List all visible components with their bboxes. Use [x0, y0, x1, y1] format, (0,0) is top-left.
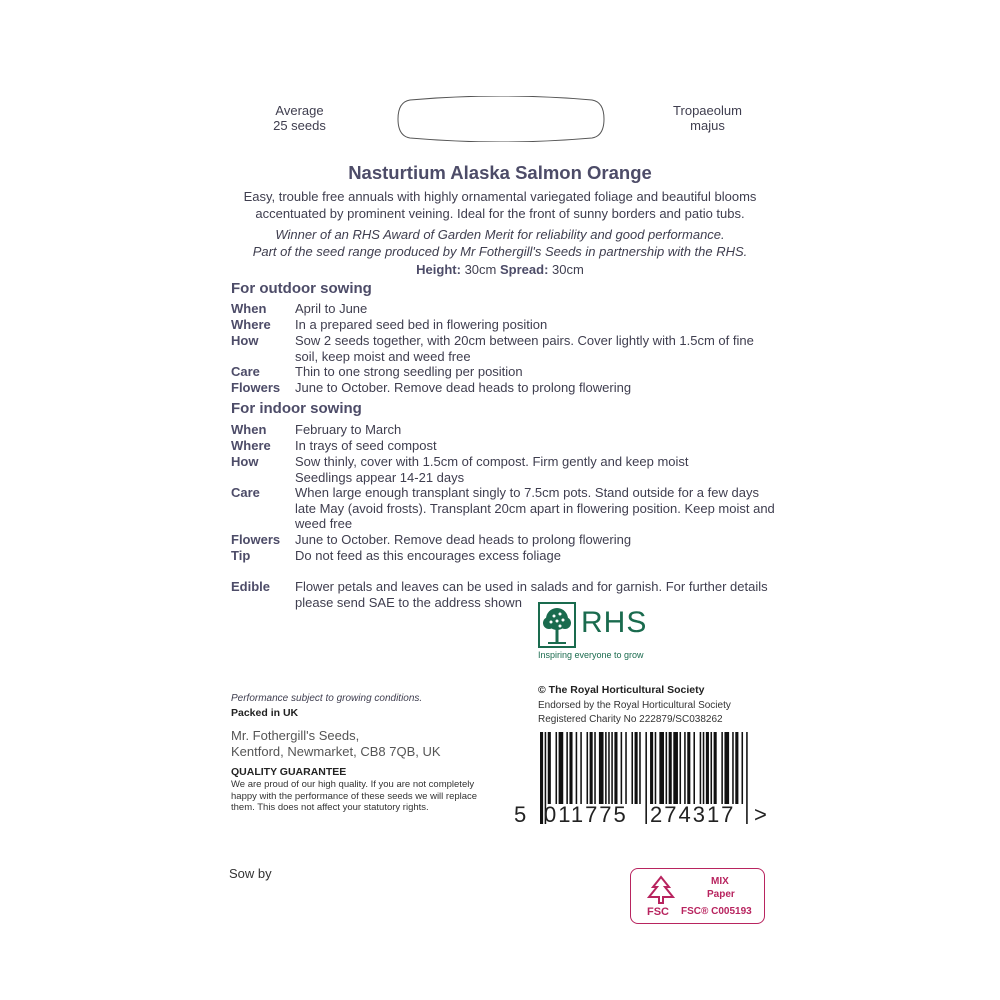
barcode-bar — [735, 732, 738, 804]
row-key: Care — [231, 364, 260, 379]
barcode-bar — [587, 732, 589, 804]
barcode-bar — [540, 732, 543, 824]
barcode-bar — [724, 732, 729, 804]
outdoor-heading: For outdoor sowing — [231, 280, 372, 297]
company-name: Mr. Fothergill's Seeds, — [231, 728, 360, 743]
row-value: In a prepared seed bed in flowering position — [295, 317, 548, 332]
height-label: Height: — [416, 262, 461, 277]
performance-note: Performance subject to growing conditions. — [231, 693, 423, 704]
fsc-code: FSC® C005193 — [681, 906, 752, 917]
rhs-copyright: © The Royal Horticultural Society — [538, 684, 705, 696]
row-value: June to October. Remove dead heads to prolong flowering — [295, 380, 632, 395]
barcode-bar — [721, 732, 723, 804]
fsc-label — [630, 868, 765, 924]
seed-count: Average 25 seeds — [273, 103, 326, 133]
barcode-bar — [625, 732, 627, 804]
fsc-paper: Paper — [707, 889, 735, 900]
row-value: February to March — [295, 422, 402, 437]
barcode-bar — [703, 732, 705, 804]
company-address — [231, 728, 441, 760]
endorsed-line: Endorsed by the Royal Horticultural Society — [538, 700, 731, 711]
barcode-bar — [650, 732, 653, 804]
barcode-digits-right: 274317 — [650, 802, 736, 827]
barcode-bar — [611, 732, 613, 804]
row-key: How — [231, 333, 259, 348]
row-value: April to June — [295, 301, 368, 316]
barcode-digits-left: 011775 — [544, 802, 628, 827]
row-value: Do not feed as this encourages excess foliage — [295, 548, 561, 563]
barcode-bar — [714, 732, 717, 804]
barcode-bar — [614, 732, 617, 804]
guarantee-title: QUALITY GUARANTEE — [231, 766, 347, 778]
rhs-endorsement — [538, 699, 731, 727]
row-value: Sow 2 seeds together, with 20cm between pairs. Cover lightly with 1.5cm of fine soil, keep moist and weed free — [295, 333, 754, 364]
packed-in: Packed in UK — [231, 707, 299, 719]
barcode-bar — [700, 732, 702, 804]
barcode-bar — [548, 732, 551, 804]
award-text — [225, 227, 775, 260]
row-value: In trays of seed compost — [295, 438, 437, 453]
fsc-tree-icon — [641, 875, 681, 905]
row-key: Where — [231, 317, 271, 332]
spread-value: 30cm — [552, 262, 584, 277]
barcode-bar — [746, 732, 748, 824]
row-key: How — [231, 454, 259, 469]
barcode-bar — [590, 732, 593, 804]
award-line: Winner of an RHS Award of Garden Merit for reliability and good performance. — [275, 227, 725, 242]
barcode-bar — [673, 732, 678, 804]
intro-text: Easy, trouble free annuals with highly ornamental variegated foliage and beautiful blooms accentuated by prominent veining. Ideal for the front of sunny borders and patio tubs. — [243, 189, 757, 221]
barcode-bar — [631, 732, 633, 804]
barcode-bar — [659, 732, 664, 804]
barcode-bar — [645, 732, 647, 824]
barcode-bar — [711, 732, 713, 804]
barcode-bar — [684, 732, 686, 804]
partnership-line: Part of the seed range produced by Mr Fothergill's Seeds in partnership with the RHS. — [252, 243, 748, 259]
barcode-bar — [693, 732, 695, 804]
barcode-bar — [599, 732, 604, 804]
barcode-bar — [569, 732, 572, 804]
row-value: Thin to one strong seedling per position — [295, 364, 523, 379]
barcode-bar — [706, 732, 709, 804]
row-key: When — [231, 422, 267, 437]
rhs-tagline: Inspiring everyone to grow — [538, 650, 644, 660]
barcode-bar — [559, 732, 564, 804]
barcode-bar — [594, 732, 596, 804]
row-key: Care — [231, 485, 260, 500]
latin-name: Tropaeolum majus — [673, 103, 742, 133]
guarantee-text: We are proud of our high quality. If you are not completely happy with the performance of these seeds we will replace them. This does not affect your statutory rights. — [231, 779, 478, 814]
row-key: Edible — [231, 579, 271, 594]
barcode-bar — [732, 732, 734, 804]
barcode-end-mark: > — [754, 802, 767, 827]
fsc-mix: MIX — [711, 876, 729, 887]
barcode-bar — [621, 732, 623, 804]
row-key: Where — [231, 438, 271, 453]
barcode-bar — [655, 732, 657, 804]
height-value: 30cm — [464, 262, 497, 277]
barcode-bar — [687, 732, 690, 804]
barcode-bar — [608, 732, 610, 804]
rhs-logo — [538, 600, 653, 662]
company-location: Kentford, Newmarket, CB8 7QB, UK — [231, 744, 441, 759]
charity-line: Registered Charity No 222879/SC038262 — [538, 714, 723, 725]
indoor-heading: For indoor sowing — [231, 400, 362, 417]
barcode-bar — [580, 732, 582, 804]
row-value: Flower petals and leaves can be used in salads and for garnish. For further details please send SAE to the address shown — [295, 579, 768, 610]
barcode-bar — [576, 732, 578, 804]
barcode-bar — [605, 732, 607, 804]
barcode-bar — [639, 732, 641, 804]
tree-icon — [538, 602, 576, 648]
barcode-bar — [669, 732, 672, 804]
product-title: Nasturtium Alaska Salmon Orange — [348, 162, 652, 183]
row-key: When — [231, 301, 267, 316]
row-key: Flowers — [231, 380, 281, 395]
row-key: Flowers — [231, 532, 281, 547]
barcode-bar — [742, 732, 744, 804]
barcode-bar — [556, 732, 558, 804]
rhs-logo-text: RHS — [581, 606, 648, 639]
row-value: June to October. Remove dead heads to prolong flowering — [295, 532, 632, 547]
fsc-brand: FSC — [647, 906, 669, 918]
packet-window — [396, 96, 606, 142]
barcode-bar — [635, 732, 638, 804]
barcode — [514, 732, 775, 832]
height-spread — [225, 262, 775, 279]
sow-by-label: Sow by — [229, 866, 272, 881]
row-key: Tip — [231, 548, 251, 563]
barcode-bar — [566, 732, 568, 804]
barcode-digit-first: 5 — [514, 802, 527, 827]
row-value: When large enough transplant singly to 7.5cm pots. Stand outside for a few days late May (avoid frosts). Transplant 20cm apart in flowering position. Keep moist and weed free — [295, 485, 775, 532]
barcode-bar — [666, 732, 668, 804]
row-value: Sow thinly, cover with 1.5cm of compost. Firm gently and keep moist Seedlings appear 14-21 days — [295, 454, 689, 485]
barcode-bar — [680, 732, 682, 804]
spread-label: Spread: — [500, 262, 549, 277]
